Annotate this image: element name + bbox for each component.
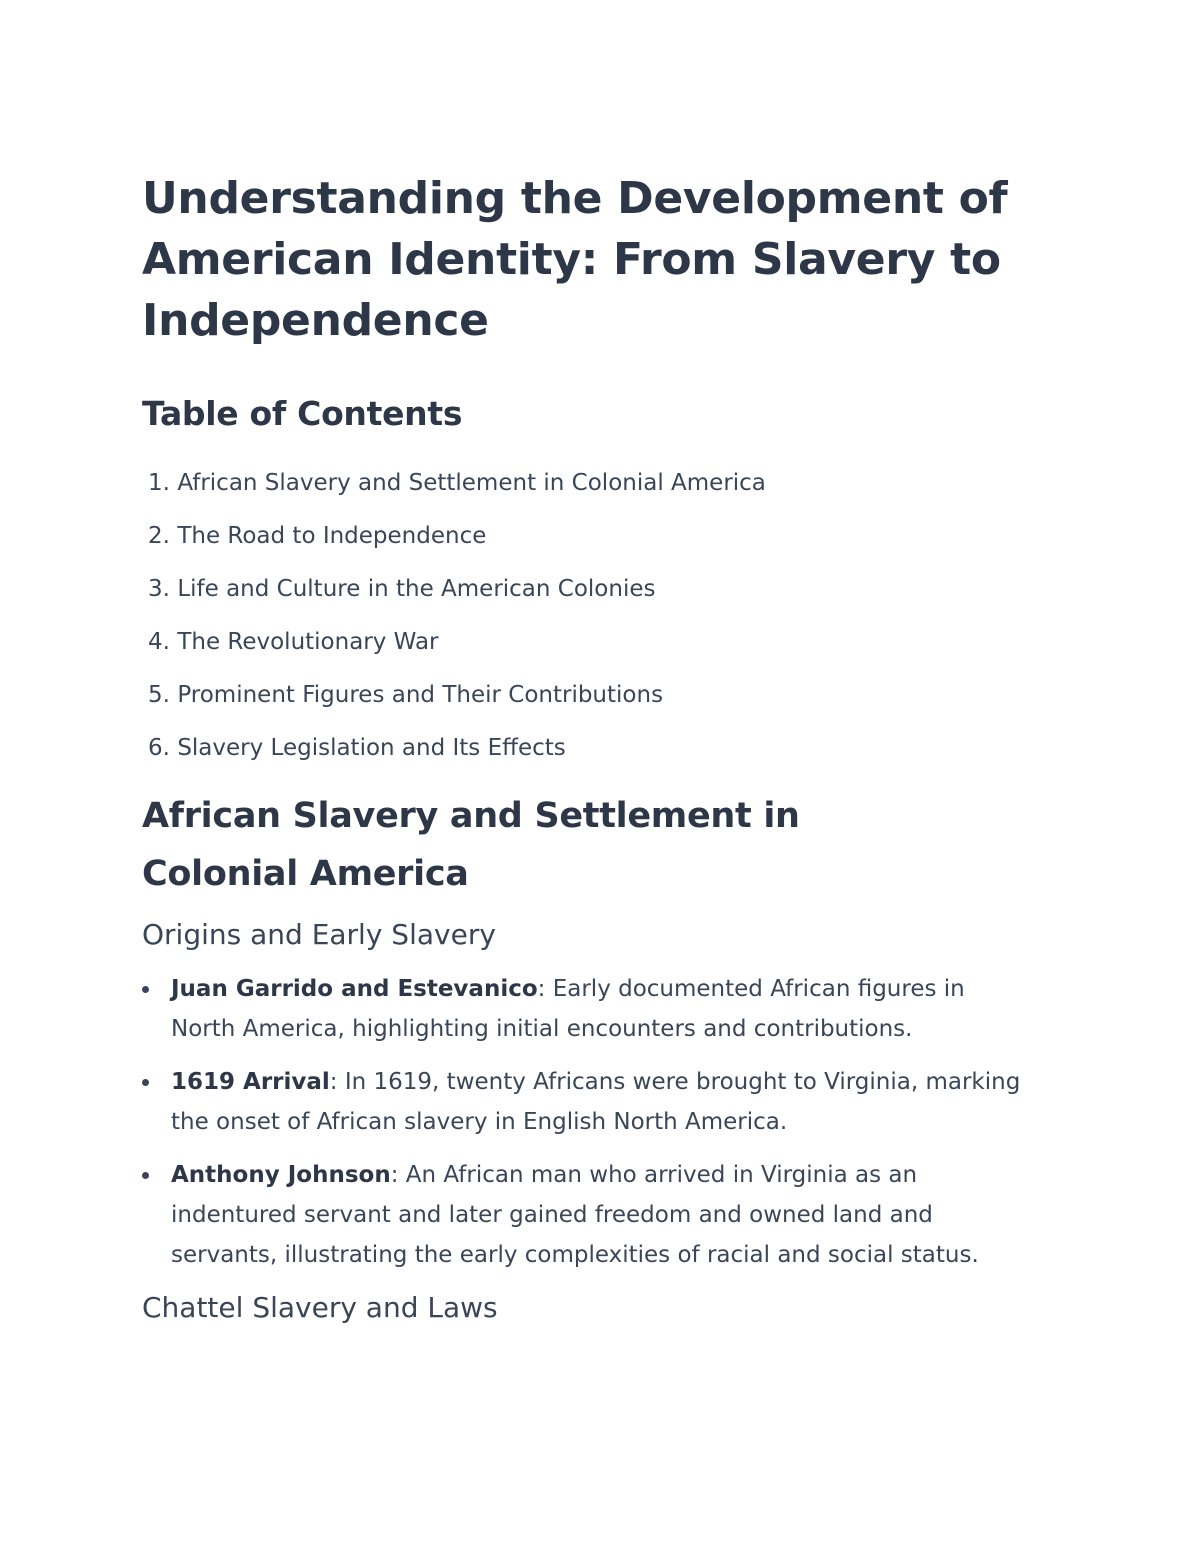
- list-item: [142, 969, 1031, 1049]
- toc-item-text: Prominent Figures and Their Contributions: [177, 682, 664, 708]
- toc-item[interactable]: [142, 616, 1042, 669]
- toc-item[interactable]: [142, 510, 1042, 563]
- toc-item-text: Life and Culture in the American Colonies: [177, 576, 656, 602]
- toc-heading: Table of Contents: [142, 394, 463, 433]
- list-item-term: Juan Garrido and Estevanico: [171, 976, 538, 1002]
- toc-item[interactable]: [142, 563, 1042, 616]
- subsection-heading: Chattel Slavery and Laws: [142, 1291, 498, 1324]
- list-item-term: 1619 Arrival: [171, 1069, 330, 1095]
- bullet-icon: [142, 1172, 149, 1179]
- document-title: Understanding the Development of American Identity: From Slavery to Independence: [142, 173, 1008, 346]
- toc-item-number: 6.: [148, 735, 170, 761]
- section-heading: African Slavery and Settlement in Colonial America: [142, 796, 800, 894]
- table-of-contents: [142, 457, 1042, 775]
- toc-item-number: 1.: [148, 470, 170, 496]
- subsection-heading: Origins and Early Slavery: [142, 918, 496, 951]
- toc-item-number: 5.: [148, 682, 170, 708]
- bullet-icon: [142, 986, 149, 993]
- toc-item-number: 2.: [148, 523, 170, 549]
- document-page: [142, 168, 1042, 1328]
- bullet-list: [142, 969, 1042, 1275]
- list-item-text: : An African man who arrived in Virginia as an indentured servant and later gained freedom and owned land and servants, illustrating the early complexities of racial and social status.: [171, 1162, 979, 1268]
- toc-item[interactable]: [142, 457, 1042, 510]
- toc-item-text: African Slavery and Settlement in Colonial America: [177, 470, 766, 496]
- list-item-text: : Early documented African figures in North America, highlighting initial encounters and contributions.: [171, 976, 965, 1042]
- list-item: [142, 1155, 1031, 1275]
- list-item-text: : In 1619, twenty Africans were brought to Virginia, marking the onset of African slavery in English North America.: [171, 1069, 1021, 1135]
- list-item-term: Anthony Johnson: [171, 1162, 391, 1188]
- toc-item-text: Slavery Legislation and Its Effects: [177, 735, 566, 761]
- toc-item-number: 4.: [148, 629, 170, 655]
- toc-item-text: The Revolutionary War: [177, 629, 439, 655]
- toc-item[interactable]: [142, 722, 1042, 775]
- toc-item[interactable]: [142, 669, 1042, 722]
- toc-item-text: The Road to Independence: [177, 523, 487, 549]
- list-item: [142, 1062, 1031, 1142]
- bullet-icon: [142, 1079, 149, 1086]
- toc-item-number: 3.: [148, 576, 170, 602]
